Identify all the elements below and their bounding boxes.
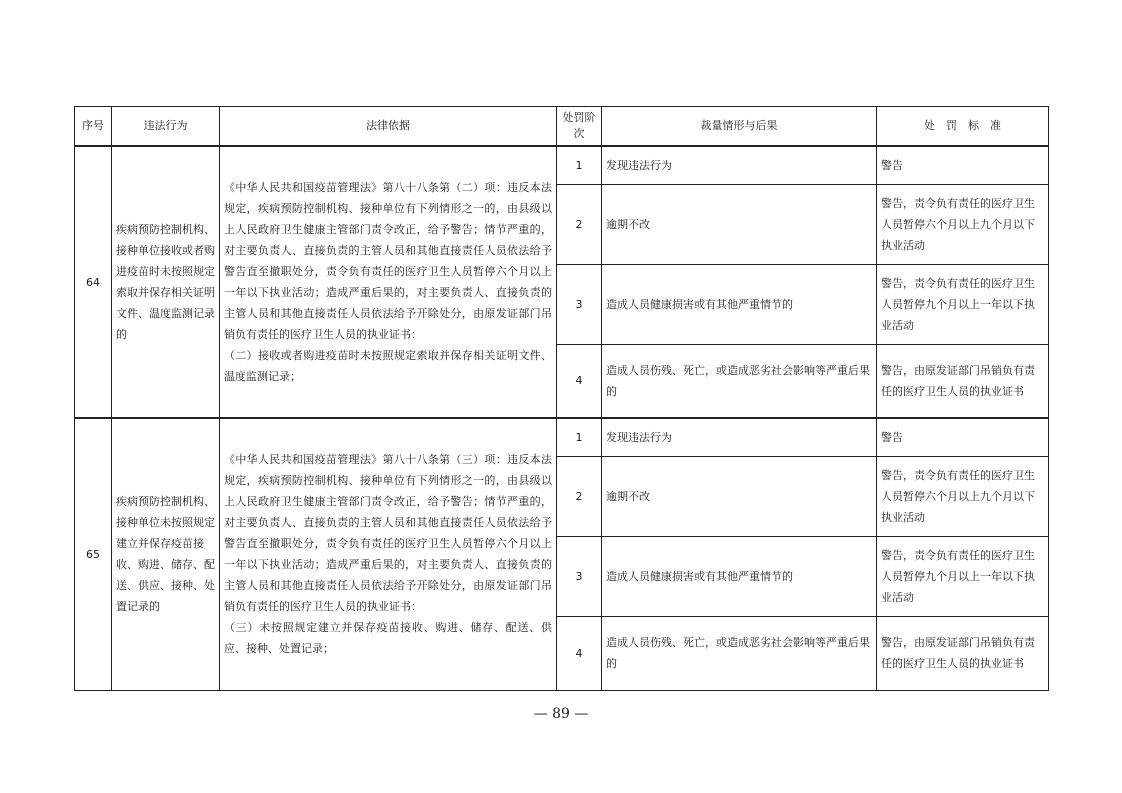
legal-basis-text: 《中华人民共和国疫苗管理法》第八十八条第（二）项：违反本法规定，疾病预防控制机构、接种单位有下列情形之一的，由县级以上人民政府卫生健康主管部门责令改正，给予警告；情节严重的，对主要负责人、直接负责的主管人员和其他直接责任人员依法给予警告直至撤职处分，责令负有责任的医疗卫生人员暂停六个月以上一年以下执业活动；造成严重后果的，对主要负责人、直接负责的主管人员和其他直接责任人员依法给予开除处分，由原发证部门吊销负有责任的医疗卫生人员的执业证书： — [224, 181, 552, 341]
situation-cell: 造成人员伤残、死亡，或造成恶劣社会影响等严重后果的 — [602, 616, 877, 690]
situation-cell: 逾期不改 — [602, 184, 877, 264]
header-situation: 裁量情形与后果 — [602, 107, 877, 147]
header-tier: 处罚阶次 — [557, 107, 602, 147]
standard-cell: 警告，由原发证部门吊销负有责任的医疗卫生人员的执业证书 — [877, 616, 1049, 690]
tier-cell: 3 — [557, 264, 602, 344]
legal-basis-cell — [220, 418, 557, 690]
header-row — [75, 107, 1049, 147]
standard-cell: 警告，责令负有责任的医疗卫生人员暂停九个月以上一年以下执业活动 — [877, 264, 1049, 344]
situation-cell: 逾期不改 — [602, 456, 877, 536]
entry-number: 65 — [75, 418, 112, 690]
tier-cell: 1 — [557, 146, 602, 184]
header-basis: 法律依据 — [220, 107, 557, 147]
legal-basis-cell — [220, 146, 557, 418]
standard-cell: 警告，责令负有责任的医疗卫生人员暂停六个月以上九个月以下执业活动 — [877, 456, 1049, 536]
situation-cell: 造成人员健康损害或有其他严重情节的 — [602, 536, 877, 616]
situation-cell: 发现违法行为 — [602, 418, 877, 456]
situation-cell: 造成人员健康损害或有其他严重情节的 — [602, 264, 877, 344]
table-row — [75, 146, 1049, 184]
standard-cell: 警告，责令负有责任的医疗卫生人员暂停九个月以上一年以下执业活动 — [877, 536, 1049, 616]
tier-cell: 4 — [557, 616, 602, 690]
tier-cell: 2 — [557, 456, 602, 536]
page-number: — 89 — — [533, 706, 589, 722]
tier-cell: 4 — [557, 344, 602, 418]
header-no: 序号 — [75, 107, 112, 147]
legal-basis-item: （三）未按照规定建立并保存疫苗接收、购进、储存、配送、供应、接种、处置记录； — [224, 621, 552, 656]
tier-cell: 2 — [557, 184, 602, 264]
tier-cell: 3 — [557, 536, 602, 616]
situation-cell: 造成人员伤残、死亡，或造成恶劣社会影响等严重后果的 — [602, 344, 877, 418]
legal-basis-text: 《中华人民共和国疫苗管理法》第八十八条第（三）项：违反本法规定，疾病预防控制机构、接种单位有下列情形之一的，由县级以上人民政府卫生健康主管部门责令改正，给予警告；情节严重的，对主要负责人、直接负责的主管人员和其他直接责任人员依法给予警告直至撤职处分，责令负有责任的医疗卫生人员暂停六个月以上一年以下执业活动；造成严重后果的，对主要负责人、直接负责的主管人员和其他直接责任人员依法给予开除处分，由原发证部门吊销负有责任的医疗卫生人员的执业证书： — [224, 453, 552, 614]
tier-cell: 1 — [557, 418, 602, 456]
violation-cell: 疾病预防控制机构、接种单位未按照规定建立并保存疫苗接收、购进、储存、配送、供应、接种、处置记录的 — [112, 418, 220, 690]
header-standard: 处 罚 标 准 — [877, 107, 1049, 147]
standard-cell: 警告，由原发证部门吊销负有责任的医疗卫生人员的执业证书 — [877, 344, 1049, 418]
standard-cell: 警告 — [877, 418, 1049, 456]
entry-number: 64 — [75, 146, 112, 418]
situation-cell: 发现违法行为 — [602, 146, 877, 184]
header-act: 违法行为 — [112, 107, 220, 147]
legal-basis-item: （二）接收或者购进疫苗时未按照规定索取并保存相关证明文件、温度监测记录； — [224, 349, 552, 383]
standard-cell: 警告 — [877, 146, 1049, 184]
table-row — [75, 418, 1049, 456]
violation-cell: 疾病预防控制机构、接种单位接收或者购进疫苗时未按照规定索取并保存相关证明文件、温度监测记录的 — [112, 146, 220, 418]
standard-cell: 警告，责令负有责任的医疗卫生人员暂停六个月以上九个月以下执业活动 — [877, 184, 1049, 264]
penalty-standards-table — [74, 106, 1049, 691]
